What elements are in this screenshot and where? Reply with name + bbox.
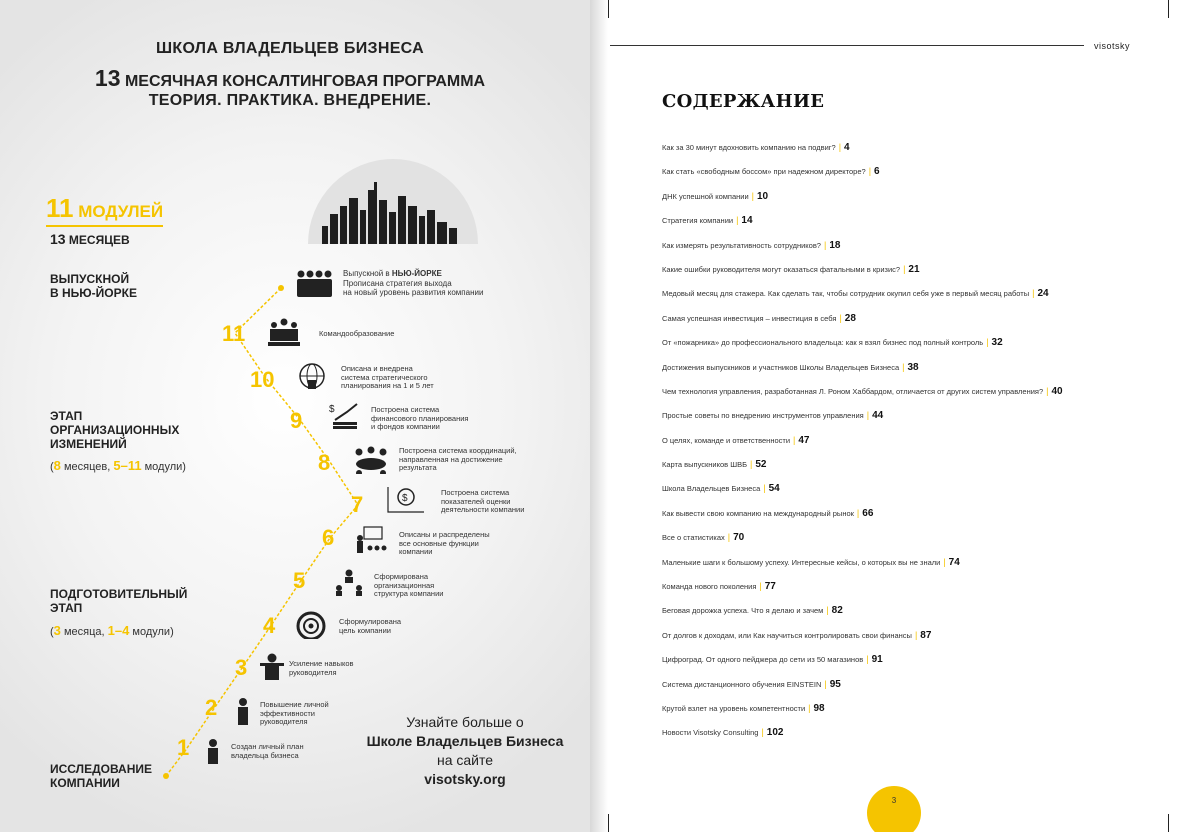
org-modules-label: модули) [141,461,186,473]
toc-item[interactable] [662,506,1182,530]
toc-item-title: Чем технология управления, разработанная Л. Роном Хаббардом, отличается от других систем управления? [662,386,1044,396]
toc-item[interactable] [662,481,1182,505]
toc-item-title: Самая успешная инвестиция – инвестиция в себя [662,313,837,323]
toc-separator: | [763,483,766,494]
step-1-number: 1 [177,735,190,760]
toc-item-title: Цифроград. От одного пейджера до сети из 50 магазинов [662,655,864,665]
org-structure-icon [333,568,365,596]
prep-modules-range: 1–4 [107,623,130,638]
step-6-number: 6 [322,525,335,550]
toc-item[interactable] [662,652,1182,676]
toc-item-title: ДНК успешной компании [662,191,749,201]
step-8-line2: направленная на достижение [399,454,503,464]
toc-item-title: Система дистанционного обучения EINSTEIN [662,679,822,689]
step-3-number: 3 [235,655,248,680]
crop-mark [1168,0,1169,18]
toc-separator: | [866,654,869,665]
toc-item-page: 14 [741,215,753,227]
toc-separator: | [943,556,946,567]
step-4-desc [339,618,489,635]
toc-item-page: 44 [872,410,884,422]
toc-item[interactable] [662,677,1182,701]
step-3-desc [289,660,439,677]
left-page [0,0,590,832]
path-start-dot [163,773,169,779]
brand-logo: visotsky [1094,41,1131,51]
step-4-number: 4 [263,613,276,638]
toc-item-title: От долгов к доходам, или Как научиться контролировать свои финансы [662,630,912,640]
program-subtitle: ТЕОРИЯ. ПРАКТИКА. ВНЕДРЕНИЕ. [148,92,432,109]
step-5-line2: организационная [374,580,435,590]
toc-item[interactable] [662,530,1182,554]
toc-item-title: Какие ошибки руководителя могут оказаться фатальными в кризис? [662,264,901,274]
toc-item-page: 95 [829,678,841,690]
toc-item-title: Простые советы по внедрению инструментов управления [662,411,864,421]
toc-item-title: От «пожарника» до профессионального владельца: как я взял бизнес под полный контроль [662,338,984,348]
toc-item-title: Медовый месяц для стажера. Как сделать так, чтобы сотрудник окупил себя уже в первый месяц работы [662,289,1030,299]
toc-item-title: Новости Visotsky Consulting [662,728,759,738]
toc-separator: | [793,434,796,445]
toc-item-page: 102 [766,727,784,739]
toc-separator: | [808,702,811,713]
meeting-icon [351,446,391,474]
step-9-line1: Построена система [371,405,440,414]
toc-item-title: Крутой взлет на уровень компетентности [662,703,806,713]
step-6-line1: Описаны и распределены [399,530,490,539]
toc-item-title: Как измерять результативность сотрудников? [662,240,821,250]
toc-separator: | [759,581,762,592]
step-5-line1: Сформирована [374,572,429,581]
step-2-number: 2 [205,695,218,720]
toc-item-title: Как вывести свою компанию на международный рынок [662,508,854,518]
step-9-desc [371,406,521,432]
toc-separator: | [826,605,829,616]
graduation-desc-plain: Выпускной в [343,269,392,278]
toc-item[interactable] [662,140,1182,164]
stage-research-line2: КОМПАНИИ [50,776,120,790]
toc-separator: | [1032,288,1035,299]
svg-text:$: $ [402,493,408,504]
program-title-text: МЕСЯЧНАЯ КОНСАЛТИНГОВАЯ ПРОГРАММА [120,73,486,90]
toc-item[interactable] [662,384,1182,408]
step-10-line2: система стратегического [341,372,428,382]
toc-item[interactable] [662,579,1182,603]
toc-item[interactable] [662,433,1182,457]
toc-item-title: Беговая дорожка успеха. Что я делаю и зачем [662,606,824,616]
step-10-desc [341,365,491,391]
toc-item-page: 21 [908,263,920,275]
stage-org-line3: ИЗМЕНЕНИЙ [50,437,127,451]
step-10-number: 10 [250,367,275,392]
step-8-number: 8 [318,450,331,475]
graduation-desc-line1 [343,269,513,279]
step-4-line1: Сформулирована [339,617,402,626]
step-5-line3: структура компании [374,589,444,598]
step-2-line1: Повышение личной [260,700,329,709]
stage-graduation-line1: ВЫПУСКНОЙ [50,272,130,286]
toc-item-page: 70 [733,532,745,544]
toc-separator: | [914,629,918,640]
step-8-line3: результата [399,463,437,472]
toc-item-page: 28 [844,312,856,324]
toc-item[interactable] [662,603,1182,627]
modules-number: 11 [46,193,74,223]
toc-item-page: 47 [798,434,810,446]
svg-text:$: $ [329,404,335,415]
leader-icon [259,653,291,681]
stats-icon [386,485,426,513]
toc-separator: | [823,239,827,250]
step-3-line1: Усиление навыков [289,659,354,668]
toc-separator: | [736,215,739,226]
crop-mark [608,0,609,18]
modules-label: МОДУЛЕЙ [73,202,164,221]
step-9-line3: и фондов компании [371,422,440,431]
paren-open: ( [50,626,54,638]
org-modules-range: 5–11 [113,458,142,473]
step-10-line1: Описана и внедрена [341,364,413,373]
toc-item-title: Как стать «свободным боссом» при надежном директоре? [662,167,866,177]
call-to-action [355,713,575,789]
toc-separator: | [824,678,827,689]
target-icon [295,611,327,639]
header-rule [610,45,1084,46]
step-6-desc [399,531,549,557]
months-number: 13 [50,231,66,247]
toc-item-page: 82 [831,605,843,617]
toc-item-title: Команда нового поколения [662,582,757,592]
toc-item[interactable] [662,335,1182,359]
toc-item-title: О целях, команде и ответственности [662,435,791,445]
step-9-number: 9 [290,408,303,433]
toc-item[interactable] [662,311,1182,335]
path-end-dot [278,285,284,291]
paren-open: ( [50,461,54,473]
toc-separator: | [727,532,731,543]
cta-line3: на сайте [436,752,494,768]
toc-item-page: 38 [907,361,919,373]
toc-item-title: Стратегия компании [662,216,734,226]
team-icon [268,318,300,346]
toc-separator: | [903,263,906,274]
step-9-line2: финансового планирования [371,413,469,423]
crop-mark [608,814,609,832]
toc-title: СОДЕРЖАНИЕ [662,91,825,112]
table-of-contents [662,140,1182,750]
graduation-desc-bold: НЬЮ-ЙОРКЕ [391,269,442,278]
step-5-desc [374,573,524,599]
toc-item-title: Маленькие шаги к большому успеху. Интересные кейсы, о которых вы не знали [662,557,941,567]
toc-item-page: 91 [871,654,883,666]
toc-separator: | [866,410,870,421]
stage-research-line1: ИССЛЕДОВАНИЕ [50,762,152,776]
graduation-desc-line3: на новый уровень развития компании [343,288,484,297]
step-11-desc [319,330,469,339]
toc-item[interactable] [662,286,1182,310]
toc-item-page: 74 [948,556,960,568]
prep-months-label: месяца, [60,626,108,638]
step-1-line1: Создан личный план [231,742,304,751]
stage-org-line1: ЭТАП [50,409,83,423]
toc-separator: | [761,727,764,738]
toc-item[interactable] [662,628,1182,652]
step-7-desc [441,489,590,515]
crop-mark [1168,814,1169,832]
toc-item-page: 54 [768,483,780,495]
step-7-line1: Построена система [441,488,510,497]
toc-item[interactable] [662,457,1182,481]
stage-org-line2: ОРГАНИЗАЦИОННЫХ [50,423,180,437]
prep-months-number: 3 [53,623,61,638]
stage-graduation-line2: В НЬЮ-ЙОРКЕ [50,286,137,300]
step-8-line1: Построена система координаций, [399,446,517,455]
step-11-number: 11 [222,321,246,346]
toc-item[interactable] [662,164,1182,188]
step-2-line2: эффективности [260,708,316,718]
toc-separator: | [751,190,754,201]
step-8-desc [399,447,549,473]
step-7-line3: деятельности компании [441,505,525,514]
cta-line2: Школе Владельцев Бизнеса [366,733,564,749]
toc-item-title: Достижения выпускников и участников Школы Владельцев Бизнеса [662,362,900,372]
step-1-line2: владельца бизнеса [231,750,299,760]
toc-item-page: 10 [757,190,769,202]
globe-icon [298,362,330,390]
toc-item-page: 18 [829,239,841,251]
stage-prep-line1: ПОДГОТОВИТЕЛЬНЫЙ [50,587,188,601]
step-7-line2: показателей оценки [441,496,511,506]
months-label: МЕСЯЦЕВ [65,233,130,247]
toc-item-page: 24 [1037,288,1049,300]
toc-item[interactable] [662,701,1182,725]
step-11-line1: Командообразование [319,329,395,338]
toc-item-page: 6 [874,166,880,178]
toc-separator: | [1046,385,1049,396]
toc-item-title: Карта выпускников ШВБ [662,460,748,470]
toc-item-title: Школа Владельцев Бизнеса [662,484,761,494]
toc-separator: | [750,459,753,470]
toc-separator: | [839,312,842,323]
graduation-desc [343,269,513,298]
page-number-badge [867,786,921,832]
step-6-line3: компании [399,547,433,556]
toc-separator: | [868,166,872,177]
toc-separator: | [838,142,842,152]
toc-item[interactable] [662,360,1182,384]
step-4-line2: цель компании [339,625,391,635]
presentation-icon [355,526,387,554]
toc-item[interactable] [662,262,1182,286]
toc-item-title: Как за 30 минут вдохновить компанию на подвиг? [662,143,836,152]
prep-modules-label: модули) [129,626,174,638]
page-number: 3 [891,796,897,805]
toc-item[interactable] [662,238,1182,262]
toc-item[interactable] [662,555,1182,579]
toc-separator: | [902,361,905,372]
org-months-label: месяцев, [60,461,114,473]
toc-separator: | [856,507,860,518]
toc-item-page: 32 [991,337,1003,349]
toc-item[interactable] [662,213,1182,237]
toc-item-title: Все о статистиках [662,533,725,543]
program-months-number: 13 [94,65,121,91]
toc-item-page: 40 [1051,385,1063,397]
toc-item[interactable] [662,189,1182,213]
graduation-desc-line2: Прописана стратегия выхода [343,278,452,288]
stage-prep-line2: ЭТАП [50,601,83,615]
toc-item-page: 98 [813,702,825,714]
step-5-number: 5 [293,568,306,593]
toc-item-page: 87 [920,629,932,641]
step-3-line2: руководителя [289,667,337,677]
right-page [608,0,1189,832]
step-7-number: 7 [351,492,364,517]
toc-item-page: 4 [844,142,850,153]
website-link[interactable]: visotsky.org [424,771,506,787]
step-10-line3: планирования на 1 и 5 лет [341,381,434,390]
toc-item-page: 66 [862,507,874,519]
step-2-line3: руководителя [260,717,308,726]
cta-line1: Узнайте больше о [406,714,524,730]
toc-separator: | [986,337,989,348]
finance-icon [329,402,361,430]
toc-item[interactable] [662,408,1182,432]
step-6-line2: все основные функции [399,538,479,548]
toc-item[interactable] [662,725,1182,749]
toc-item-page: 52 [755,459,767,471]
org-months-number: 8 [53,458,61,473]
page-fold [590,0,608,832]
graduates-icon [297,271,332,298]
school-title: ШКОЛА ВЛАДЕЛЬЦЕВ БИЗНЕСА [156,40,424,57]
toc-item-page: 77 [764,581,776,593]
